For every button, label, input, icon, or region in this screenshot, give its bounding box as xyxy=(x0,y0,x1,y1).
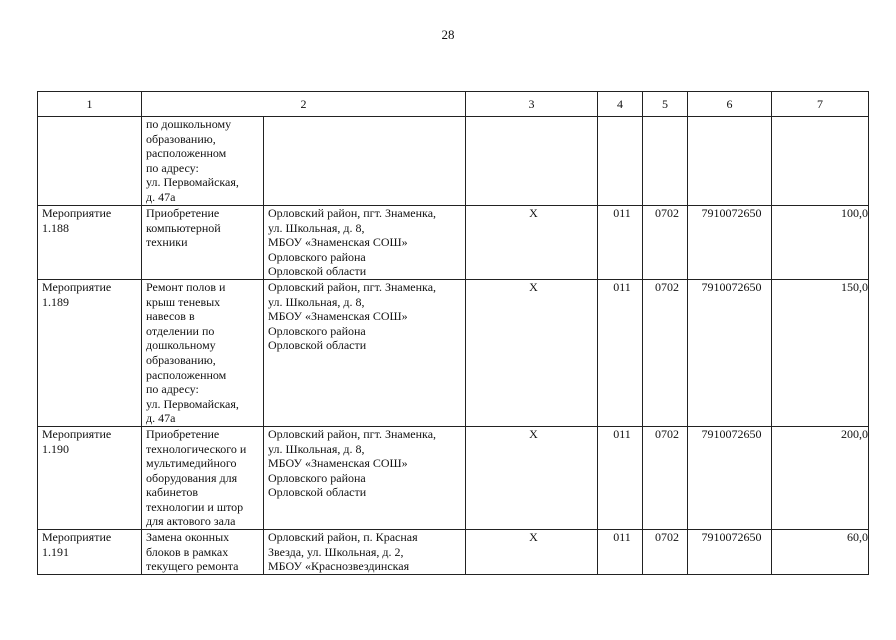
col4-cell: 011 xyxy=(598,279,643,426)
address-cell: Орловский район, пгт. Знаменка, ул. Школьная, д. 8, МБОУ «Знаменская СОШ» Орловского района Орловской области xyxy=(264,206,466,280)
table-row xyxy=(38,117,869,206)
col7-cell: 60,0 xyxy=(772,530,869,575)
header-row xyxy=(38,92,869,117)
col5-cell xyxy=(643,117,688,206)
header-cell-7: 7 xyxy=(772,92,869,117)
address-cell: Орловский район, пгт. Знаменка, ул. Школьная, д. 8, МБОУ «Знаменская СОШ» Орловского района Орловской области xyxy=(264,279,466,426)
table-row xyxy=(38,279,869,426)
col7-cell: 150,0 xyxy=(772,279,869,426)
address-cell: Орловский район, п. Красная Звезда, ул. Школьная, д. 2, МБОУ «Краснозвездинская xyxy=(264,530,466,575)
col5-cell: 0702 xyxy=(643,206,688,280)
address-cell xyxy=(264,117,466,206)
col5-cell: 0702 xyxy=(643,530,688,575)
table-row xyxy=(38,530,869,575)
col6-cell: 7910072650 xyxy=(688,426,772,529)
col3-cell: X xyxy=(466,279,598,426)
col6-cell: 7910072650 xyxy=(688,530,772,575)
activity-cell: Мероприятие 1.188 xyxy=(38,206,142,280)
header-cell-3: 3 xyxy=(466,92,598,117)
col5-cell: 0702 xyxy=(643,279,688,426)
table-row xyxy=(38,426,869,529)
header-cell-6: 6 xyxy=(688,92,772,117)
name-cell: Замена оконных блоков в рамках текущего ремонта xyxy=(142,530,264,575)
activity-cell: Мероприятие 1.190 xyxy=(38,426,142,529)
col4-cell xyxy=(598,117,643,206)
activity-cell xyxy=(38,117,142,206)
header-cell-1: 1 xyxy=(38,92,142,117)
page-number: 28 xyxy=(441,27,455,42)
name-cell: Ремонт полов и крыш теневых навесов в отделении по дошкольному образованию, расположенном по адресу: ул. Первомайская, д. 47а xyxy=(142,279,264,426)
header-cell-2: 2 xyxy=(142,92,466,117)
budget-table xyxy=(37,91,869,575)
col6-cell: 7910072650 xyxy=(688,279,772,426)
col4-cell: 011 xyxy=(598,426,643,529)
activity-cell: Мероприятие 1.189 xyxy=(38,279,142,426)
header-cell-4: 4 xyxy=(598,92,643,117)
col7-cell: 100,0 xyxy=(772,206,869,280)
name-cell: Приобретение технологического и мультимедийного оборудования для кабинетов технологии и штор для актового зала xyxy=(142,426,264,529)
col4-cell: 011 xyxy=(598,206,643,280)
header-cell-5: 5 xyxy=(643,92,688,117)
col7-cell xyxy=(772,117,869,206)
col6-cell: 7910072650 xyxy=(688,206,772,280)
col4-cell: 011 xyxy=(598,530,643,575)
col3-cell: X xyxy=(466,206,598,280)
col3-cell: X xyxy=(466,426,598,529)
name-cell: Приобретение компьютерной техники xyxy=(142,206,264,280)
col3-cell: X xyxy=(466,530,598,575)
col7-cell: 200,0 xyxy=(772,426,869,529)
activity-cell: Мероприятие 1.191 xyxy=(38,530,142,575)
col5-cell: 0702 xyxy=(643,426,688,529)
col6-cell xyxy=(688,117,772,206)
col3-cell xyxy=(466,117,598,206)
table-row xyxy=(38,206,869,280)
address-cell: Орловский район, пгт. Знаменка, ул. Школьная, д. 8, МБОУ «Знаменская СОШ» Орловского района Орловской области xyxy=(264,426,466,529)
name-cell: по дошкольному образованию, расположенном по адресу: ул. Первомайская, д. 47а xyxy=(142,117,264,206)
